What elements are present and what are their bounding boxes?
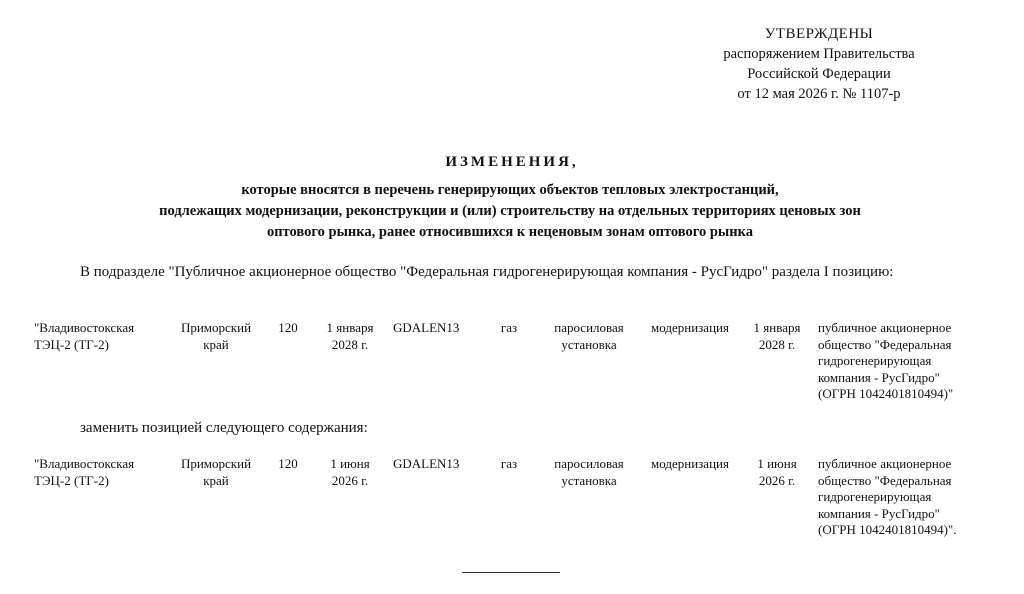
- end-divider: [462, 572, 560, 573]
- document-title: ИЗМЕНЕНИЯ,: [445, 154, 579, 170]
- end-date: [744, 320, 810, 353]
- station-name: [34, 456, 164, 489]
- start-date: [314, 320, 386, 353]
- owner-line-3: гидрогенерирующая: [818, 353, 932, 368]
- region-line-1: Приморский: [180, 320, 252, 335]
- station-name-line-1: "Владивостокская: [34, 320, 135, 335]
- approval-line-order: распоряжением Правительства: [723, 46, 915, 62]
- start-date: [314, 456, 386, 489]
- subtitle-line-3: оптового рынка, ранее относившихся к неценовым зонам оптового рынка: [267, 224, 753, 240]
- owner: [818, 320, 1008, 403]
- approval-line-country: Российской Федерации: [747, 66, 891, 82]
- unit-type-line-2: установка: [561, 472, 617, 488]
- approval-block: [690, 24, 948, 104]
- unit-type-line-1: паросиловая: [554, 320, 624, 335]
- end-date: [744, 456, 810, 489]
- intro-paragraph: В подразделе "Публичное акционерное общество "Федеральная гидрогенерирующая компания - РусГидро" раздела I позицию:: [80, 264, 894, 280]
- start-date-line-2: 2026 г.: [331, 472, 369, 488]
- owner: [818, 456, 1008, 539]
- start-date-line-1: 1 января: [326, 320, 374, 335]
- approval-heading: УТВЕРЖДЕНЫ: [764, 26, 874, 42]
- end-date-line-1: 1 июня: [757, 456, 797, 471]
- station-name: [34, 320, 164, 353]
- start-date-line-2: 2028 г.: [331, 336, 369, 352]
- power-value: 120: [278, 456, 298, 471]
- start-date-line-1: 1 июня: [330, 456, 370, 471]
- fuel-type: газ: [500, 456, 518, 471]
- region-line-2: край: [203, 472, 229, 488]
- region-line-1: Приморский: [180, 456, 252, 471]
- station-name-line-1: "Владивостокская: [34, 456, 135, 471]
- station-name-line-2: ТЭЦ-2 (ТГ-2): [34, 472, 109, 488]
- owner-line-3: гидрогенерирующая: [818, 489, 932, 504]
- owner-line-2: общество "Федеральная: [818, 472, 952, 488]
- owner-line-5: (ОГРН 1042401810494)".: [818, 522, 957, 537]
- fuel-type: газ: [500, 320, 518, 335]
- region: [170, 456, 262, 489]
- end-date-line-2: 2028 г.: [758, 336, 796, 352]
- owner-line-1: публичное акционерное: [818, 320, 952, 335]
- end-date-line-2: 2026 г.: [758, 472, 796, 488]
- owner-line-5: (ОГРН 1042401810494)": [818, 386, 954, 401]
- region: [170, 320, 262, 353]
- owner-line-2: общество "Федеральная: [818, 336, 952, 352]
- station-name-line-2: ТЭЦ-2 (ТГ-2): [34, 336, 109, 352]
- owner-line-4: компания - РусГидро": [818, 369, 940, 385]
- subtitle-line-1: которые вносятся в перечень генерирующих объектов тепловых электростанций,: [241, 182, 779, 198]
- end-date-line-1: 1 января: [753, 320, 801, 335]
- owner-line-1: публичное акционерное: [818, 456, 952, 471]
- subtitle-line-2: подлежащих модернизации, реконструкции и (или) строительству на отдельных территориях ценовых зон: [159, 203, 861, 219]
- document-subtitle: [40, 180, 980, 243]
- object-code: GDALEN13: [393, 320, 460, 335]
- unit-type-line-1: паросиловая: [554, 456, 624, 471]
- region-line-2: край: [203, 336, 229, 352]
- replace-paragraph: заменить позицией следующего содержания:: [80, 420, 368, 436]
- object-code: GDALEN13: [393, 456, 460, 471]
- action-type: модернизация: [651, 320, 729, 335]
- unit-type: [540, 320, 638, 353]
- approval-line-date: от 12 мая 2026 г. № 1107-р: [737, 86, 901, 102]
- action-type: модернизация: [651, 456, 729, 471]
- unit-type: [540, 456, 638, 489]
- power-value: 120: [278, 320, 298, 335]
- unit-type-line-2: установка: [561, 336, 617, 352]
- owner-line-4: компания - РусГидро": [818, 505, 940, 521]
